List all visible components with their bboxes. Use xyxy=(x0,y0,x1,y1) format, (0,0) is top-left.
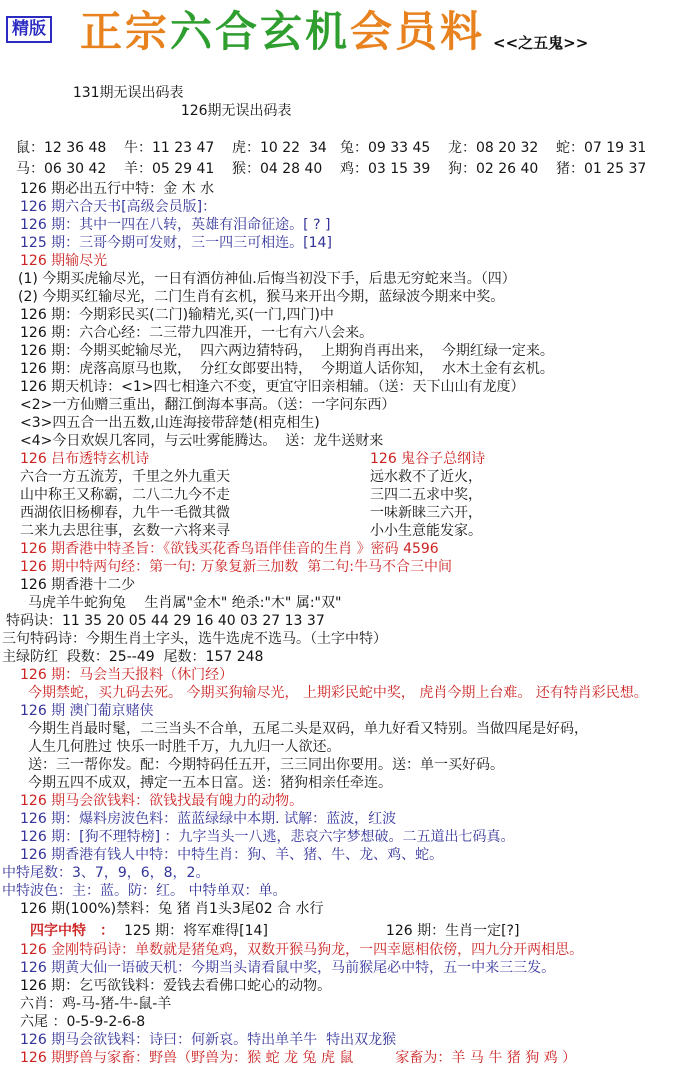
code-table-title-left: 131期无误出码表 xyxy=(72,85,184,101)
poem-line: 远水救不了近火， xyxy=(370,469,482,485)
lines-end xyxy=(0,941,690,1067)
poem-left-title: 126 吕布透特玄机诗 xyxy=(20,451,150,467)
text-line: 人生几何胜过 快乐一时胜千万，九九归一人欲还。 xyxy=(28,739,341,755)
table-cell: 狗：02 26 40 xyxy=(448,161,539,177)
edition-badge: 精版 xyxy=(6,16,52,43)
four-char-label: 四字中特 ： xyxy=(30,923,114,939)
lines-mid xyxy=(0,540,690,918)
poem-line: 六合一方五流芳，千里之外九重天 xyxy=(20,469,230,485)
text-line: 今期五四不成双，搏定一五本日富。送：猪狗相亲任牵连。 xyxy=(28,775,392,791)
text-line: 126 金刚特码诗：单数就是猪兔鸡，双数开猴马狗龙，一四幸愿相依傍，四九分开两相思。 xyxy=(20,942,584,958)
title-part-1: 正宗 xyxy=(80,7,171,56)
poem-line: 西湖依旧杨柳春，九牛一毛微其微 xyxy=(20,505,230,521)
text-line: 125 期：三哥今期可发财，三一四三可相连。[14] xyxy=(20,235,332,251)
table-cell: 牛：11 23 47 xyxy=(124,140,215,156)
poem-lvbu xyxy=(0,450,350,540)
text-line: 126 期黄大仙一语破天机：今期当头请看鼠中奖，马前猴尾必中特，五一中来三三发。 xyxy=(20,960,556,976)
poem-line: 二来九去思往事，玄数一六将来寻 xyxy=(20,523,230,539)
table-cell: 兔：09 33 45 xyxy=(340,140,431,156)
text-line: 126 期：今期彩民买(二门)输精光,买(一门,四门)中 xyxy=(20,307,334,323)
text-line: 126 期香港中特圣旨：《欲钱买花香鸟语伴佳音的生肖 》密码 4596 xyxy=(20,541,439,557)
table-cell: 龙：08 20 32 xyxy=(448,140,539,156)
poem-line: 一味新睐三六开， xyxy=(370,505,482,521)
table-cell: 鸡：03 15 39 xyxy=(340,161,431,177)
zodiac-code-table xyxy=(0,138,690,180)
text-line: 126 期 澳门葡京赌侠 xyxy=(20,703,154,719)
four-char-125: 125 期：将军难得[14] xyxy=(124,923,268,939)
text-line: 今期生肖最时髦，二三当头不合单，五尾二头是双码，单九好看又特别。当做四尾是好码， xyxy=(28,721,588,737)
text-line: 126 期天机诗：<1>四七相逢六不变，更宜守旧亲相辅。（送：天下山山有龙度） xyxy=(20,379,525,395)
poem-guiguzi xyxy=(350,450,485,540)
table-cell: 虎：10 22 34 xyxy=(232,140,327,156)
text-line: 126 期：马会当天报料（休门经） xyxy=(20,667,234,683)
table-cell: 猪：01 25 37 xyxy=(556,161,647,177)
text-line: 中特波色：主：蓝。防：红。 中特单双：单。 xyxy=(2,883,287,899)
text-line: 126 期输尽光 xyxy=(20,253,108,269)
text-line: 送：三一帮你发。配：今期特码任五开，三三同出你要用。送：单一买好码。 xyxy=(28,757,504,773)
table-cell: 马：06 30 42 xyxy=(16,161,107,177)
text-line: 126 期中特两句经：第一句: 万象复新三加数 第二句:牛马不合三中间 xyxy=(20,559,452,575)
poem-line: 小小生意能发家。 xyxy=(370,523,482,539)
four-char-zhongte-row xyxy=(0,921,690,941)
text-line: <3>四五合一出五数,山连海接带辞楚(相克相生) xyxy=(20,415,320,431)
text-line: 126 期香港十二少 xyxy=(20,577,136,593)
page-title xyxy=(80,8,485,56)
text-line: 126 期：今期买蛇输尽光， 四六两边猜特码， 上期狗肖再出来， 今期红绿一定来。 xyxy=(20,343,554,359)
text-line: <2>一方仙赠三重出，翻江倒海本事高。（送：一字问东西） xyxy=(20,397,396,413)
lines-top xyxy=(0,180,690,450)
table-row xyxy=(16,138,690,159)
text-line: 126 期：虎落高原马也欺， 分红女郎要出特， 今期道人话你知， 水木土金有玄机。 xyxy=(20,361,554,377)
text-line: 126 期必出五行中特：金 木 水 xyxy=(20,181,215,197)
text-line: 126 期：乞丐欲钱料：爱钱去看佛口蛇心的动物。 xyxy=(20,978,332,994)
table-cell: 羊：05 29 41 xyxy=(124,161,215,177)
text-line: 主绿防红 段数：25--49 尾数：157 248 xyxy=(2,649,264,665)
text-line: 126 期：六合心经：二三带九四准开，一七有六八会来。 xyxy=(20,325,374,341)
text-line: <4>今日欢娱几客同，与云吐雾能腾达。 送：龙牛送财来 xyxy=(20,433,384,449)
text-line: 中特尾数：3、7，9，6，8，2。 xyxy=(2,865,210,881)
poem-right-title: 126 鬼谷子总纲诗 xyxy=(370,451,486,467)
table-cell: 鼠：12 36 48 xyxy=(16,140,107,156)
table-cell: 猴：04 28 40 xyxy=(232,161,323,177)
text-line: 126 期：[狗不理特榜] ：九字当头一八逃，悲哀六字梦想破。二五道出七码真。 xyxy=(20,829,515,845)
text-line: 126 期香港有钱人中特：中特生肖：狗、羊、猪、牛、龙、鸡、蛇。 xyxy=(20,847,444,863)
text-line: 马虎羊牛蛇狗兔 生肖属"金木" 绝杀:"木" 属:"双" xyxy=(28,595,342,611)
text-line: 126 期六合天书[高级会员版]： xyxy=(20,199,217,215)
text-line: 126 期野兽与家畜：野兽（野兽为：猴 蛇 龙 兔 虎 鼠 家畜为：羊 马 牛 猪 狗 鸡 ） xyxy=(20,1050,577,1066)
text-line: 六肖：鸡-马-猪-牛-鼠-羊 xyxy=(20,996,172,1012)
text-line: 三句特码诗：今期生肖土字头，选牛选虎不选马。（土字中特） xyxy=(2,631,387,647)
title-part-3: 会员料 xyxy=(350,7,486,56)
text-line: 126 期马会欲钱料：欲钱找最有魄力的动物。 xyxy=(20,793,304,809)
poem-line: 山中称王又称霸，二八二九今不走 xyxy=(20,487,230,503)
text-line: 126 期：其中一四在八转，英雄有泪命征途。[ ? ] xyxy=(20,217,331,233)
four-char-126: 126 期：生肖一定[?] xyxy=(385,923,520,939)
text-line: (1) 今期买虎输尽光，一日有酒仿神仙.后悔当初没下手，后患无穷蛇来当。（四） xyxy=(18,271,516,287)
code-table-titles xyxy=(0,66,690,138)
text-line: 126 期(100%)禁料：兔 猪 肖1头3尾02 合 水行 xyxy=(20,901,324,917)
text-line: 126 期：爆料房波色料：蓝蓝绿绿中本期. 试解：蓝波，红波 xyxy=(20,811,397,827)
header xyxy=(0,0,690,66)
table-cell: 蛇：07 19 31 xyxy=(556,140,647,156)
table-row xyxy=(16,159,690,180)
series-tag: <<之五鬼>> xyxy=(493,34,589,52)
poem-section xyxy=(0,450,690,540)
code-table-title-right: 126期无误出码表 xyxy=(180,103,292,119)
text-line: 今期禁蛇，买九码去死。 今期买狗输尽光， 上期彩民蛇中奖， 虎肖今期上台难。 还有特肖彩民想。 xyxy=(28,685,648,701)
title-part-2: 六合玄机 xyxy=(170,7,351,56)
poem-line: 三四二五求中奖， xyxy=(370,487,482,503)
text-line: 六尾 ：0-5-9-2-6-8 xyxy=(20,1014,146,1030)
text-line: 特码诀：11 35 20 05 44 29 16 40 03 27 13 37 xyxy=(6,613,325,629)
text-line: 126 期马会欲钱料：诗曰：何新哀。特出单羊牛 特出双龙猴 xyxy=(20,1032,397,1048)
text-line: (2) 今期买红输尽光，二门生肖有玄机，猴马来开出今期，蓝绿波今期来中奖。 xyxy=(18,289,505,305)
